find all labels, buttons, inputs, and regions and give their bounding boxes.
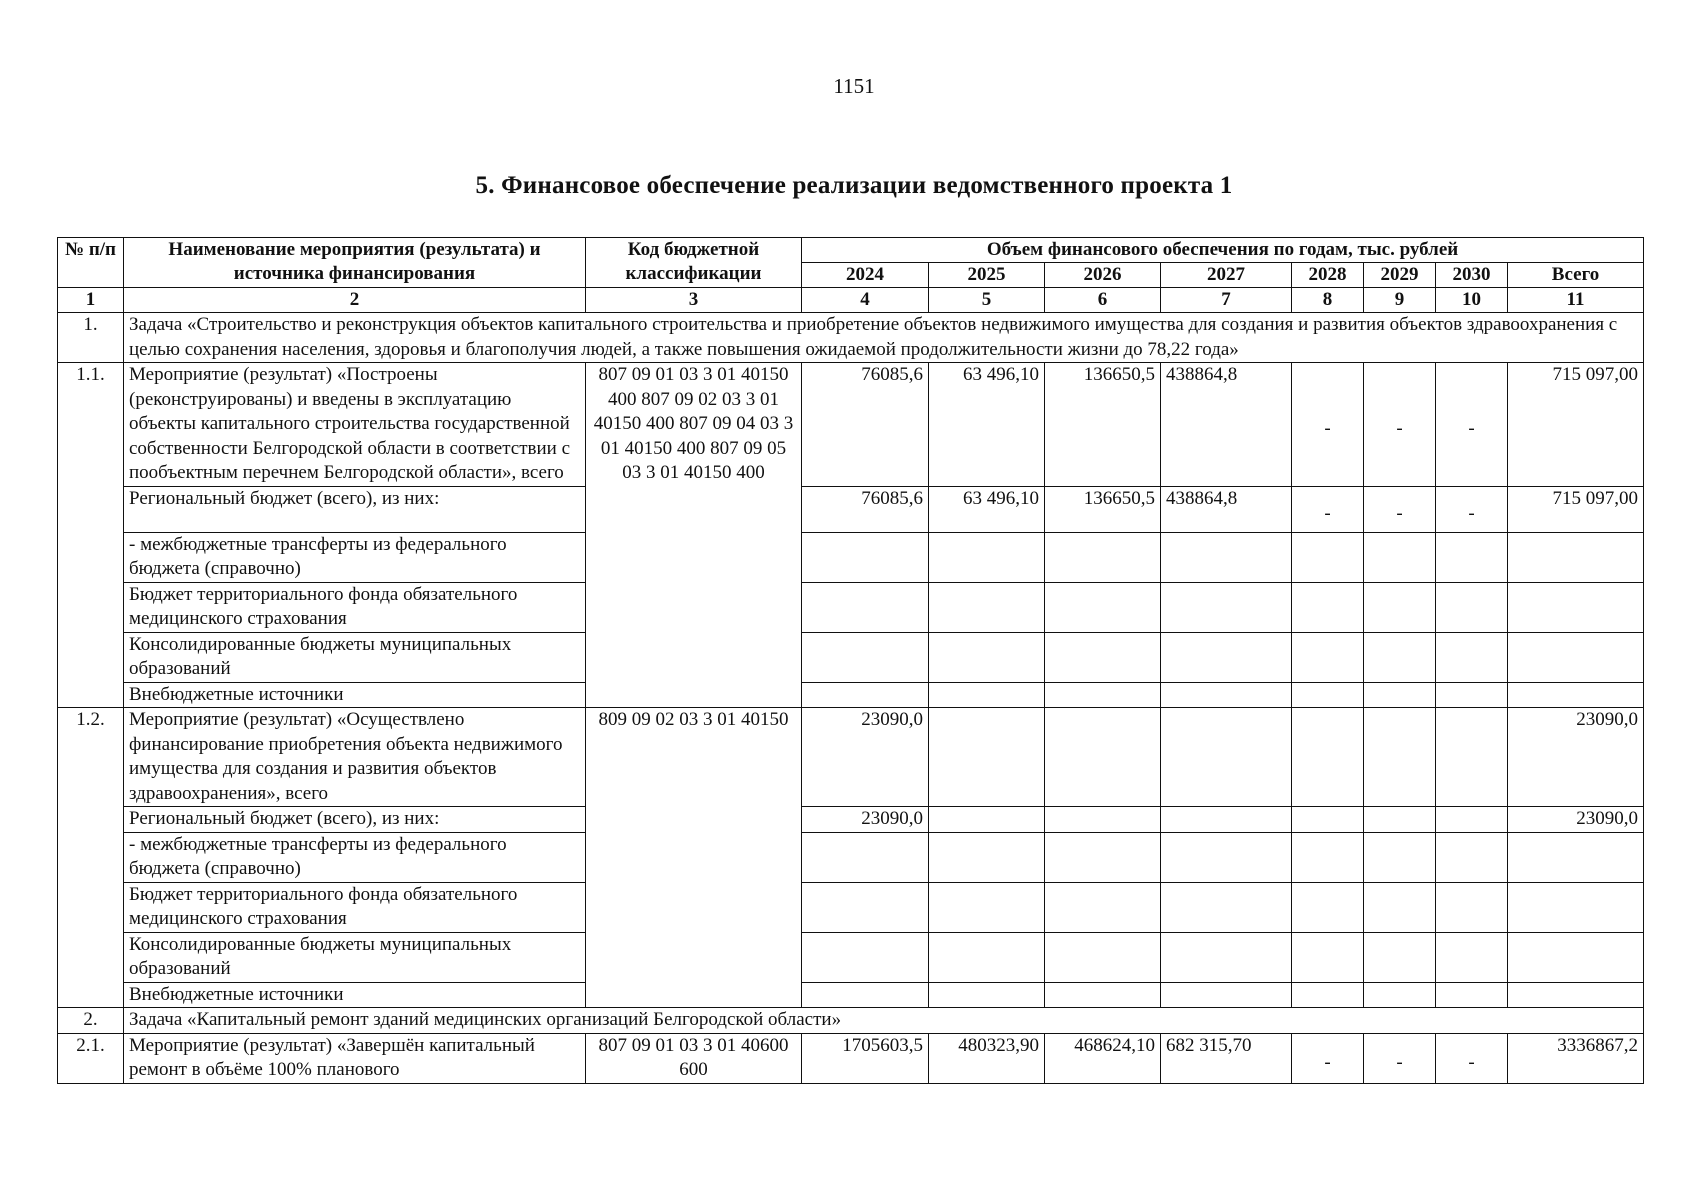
- task-row: [58, 1008, 1644, 1034]
- budget-code: 807 09 01 03 3 01 40600 600: [586, 1033, 802, 1083]
- col-number: 9: [1364, 288, 1436, 313]
- event-name: Мероприятие (результат) «Построены (реконструированы) и введены в эксплуатацию объекты капитального строительства государственной собственности Белгородской области в соответствии с пообъектным перечнем Белгородской области», всего: [124, 363, 586, 487]
- value-2026: 136650,5: [1045, 486, 1161, 532]
- value-total: 23090,0: [1508, 807, 1644, 833]
- task-number: 1.: [58, 313, 124, 363]
- value-2025: 63 496,10: [929, 363, 1045, 487]
- source-row: [58, 882, 1644, 932]
- budget-code: 809 09 02 03 3 01 40150: [586, 708, 802, 1008]
- col-number: 8: [1292, 288, 1364, 313]
- event-name: Мероприятие (результат) «Осуществлено финансирование приобретения объекта недвижимого имущества для создания и развития объектов здравоохранения», всего: [124, 708, 586, 807]
- page-title: 5. Финансовое обеспечение реализации ведомственного проекта 1: [475, 172, 1233, 199]
- header-name: Наименование мероприятия (результата) и источника финансирования: [124, 238, 586, 288]
- source-label: - межбюджетные трансферты из федерального бюджета (справочно): [124, 532, 586, 582]
- source-label: Бюджет территориального фонда обязательного медицинского страхования: [124, 882, 586, 932]
- source-row: [58, 682, 1644, 708]
- value-2024: 23090,0: [802, 708, 929, 807]
- source-row: [58, 582, 1644, 632]
- value-2027: 682 315,70: [1161, 1033, 1292, 1083]
- value-2024: 76085,6: [802, 363, 929, 487]
- source-row: [58, 532, 1644, 582]
- event-row: [58, 1033, 1644, 1083]
- event-name: Мероприятие (результат) «Завершён капитальный ремонт в объёме 100% планового: [124, 1033, 586, 1083]
- value-2026: 468624,10: [1045, 1033, 1161, 1083]
- header-total: Всего: [1508, 263, 1644, 288]
- header-row: [58, 238, 1644, 263]
- value-2026: 136650,5: [1045, 363, 1161, 487]
- header-year-2026: 2026: [1045, 263, 1161, 288]
- source-row: [58, 632, 1644, 682]
- source-label: - межбюджетные трансферты из федерального бюджета (справочно): [124, 832, 586, 882]
- col-number: 6: [1045, 288, 1161, 313]
- value-2030: -: [1436, 363, 1508, 487]
- value-2030: -: [1436, 1033, 1508, 1083]
- value-total: 715 097,00: [1508, 486, 1644, 532]
- value-2029: -: [1364, 486, 1436, 532]
- value-2027: 438864,8: [1161, 363, 1292, 487]
- source-label: Консолидированные бюджеты муниципальных образований: [124, 932, 586, 982]
- value-2030: -: [1436, 486, 1508, 532]
- col-number: 4: [802, 288, 929, 313]
- source-label: Бюджет территориального фонда обязательного медицинского страхования: [124, 582, 586, 632]
- value-2025: 63 496,10: [929, 486, 1045, 532]
- header-year-2024: 2024: [802, 263, 929, 288]
- task-number: 2.: [58, 1008, 124, 1034]
- value-2028: -: [1292, 1033, 1364, 1083]
- column-number-row: [58, 288, 1644, 313]
- value-2029: -: [1364, 363, 1436, 487]
- value-2024: 23090,0: [802, 807, 929, 833]
- header-year-2030: 2030: [1436, 263, 1508, 288]
- value-2024: 1705603,5: [802, 1033, 929, 1083]
- header-year-2027: 2027: [1161, 263, 1292, 288]
- value-2028: -: [1292, 486, 1364, 532]
- value-2025: 480323,90: [929, 1033, 1045, 1083]
- col-number: 10: [1436, 288, 1508, 313]
- value-total: 23090,0: [1508, 708, 1644, 807]
- event-number: 1.2.: [58, 708, 124, 1008]
- event-number: 2.1.: [58, 1033, 124, 1083]
- col-number: 1: [58, 288, 124, 313]
- header-year-2029: 2029: [1364, 263, 1436, 288]
- task-row: [58, 313, 1644, 363]
- col-number: 2: [124, 288, 586, 313]
- source-label: Региональный бюджет (всего), из них:: [124, 807, 586, 833]
- col-number: 3: [586, 288, 802, 313]
- value-2024: 76085,6: [802, 486, 929, 532]
- col-number: 7: [1161, 288, 1292, 313]
- col-number: 5: [929, 288, 1045, 313]
- value-total: 3336867,2: [1508, 1033, 1644, 1083]
- regional-budget-row: [58, 807, 1644, 833]
- value-2029: -: [1364, 1033, 1436, 1083]
- regional-budget-row: [58, 486, 1644, 532]
- event-row: [58, 363, 1644, 487]
- header-year-2028: 2028: [1292, 263, 1364, 288]
- source-label: Внебюджетные источники: [124, 982, 586, 1008]
- source-label: Региональный бюджет (всего), из них:: [124, 486, 586, 532]
- budget-code: 807 09 01 03 3 01 40150 400 807 09 02 03 3 01 40150 400 807 09 04 03 3 01 40150 400 807 09 05 03 3 01 40150 400: [586, 363, 802, 708]
- header-volume: Объем финансового обеспечения по годам, тыс. рублей: [802, 238, 1644, 263]
- source-label: Консолидированные бюджеты муниципальных образований: [124, 632, 586, 682]
- header-code: Код бюджетной классификации: [586, 238, 802, 288]
- value-2028: -: [1292, 363, 1364, 487]
- col-number: 11: [1508, 288, 1644, 313]
- value-total: 715 097,00: [1508, 363, 1644, 487]
- task-text: Задача «Капитальный ремонт зданий медицинских организаций Белгородской области»: [124, 1008, 1644, 1034]
- header-no: № п/п: [58, 238, 124, 288]
- value-2027: 438864,8: [1161, 486, 1292, 532]
- financing-table: [57, 237, 1644, 1084]
- event-number: 1.1.: [58, 363, 124, 708]
- source-row: [58, 982, 1644, 1008]
- source-row: [58, 832, 1644, 882]
- source-row: [58, 932, 1644, 982]
- event-row: [58, 708, 1644, 807]
- page-number: 1151: [833, 74, 875, 98]
- task-text: Задача «Строительство и реконструкция объектов капитального строительства и приобретение объектов недвижимого имущества для создания и развития объектов здравоохранения с целью сохранения населения, здоровья и благополучия людей, а также повышения ожидаемой продолжительности жизни до 78,22 года»: [124, 313, 1644, 363]
- source-label: Внебюджетные источники: [124, 682, 586, 708]
- header-year-2025: 2025: [929, 263, 1045, 288]
